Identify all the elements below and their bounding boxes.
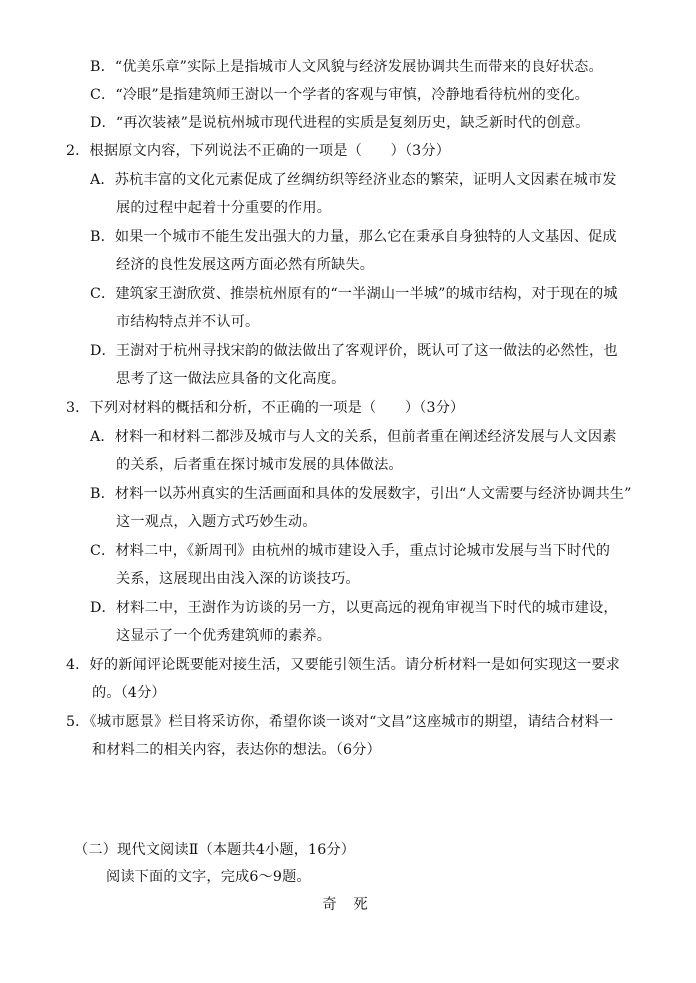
q2-stem: 2．根据原文内容，下列说法不正确的一项是（ ）（3分） bbox=[66, 143, 451, 159]
q3-stem: 3．下列对材料的概括和分析，不正确的一项是（ ）（3分） bbox=[66, 400, 465, 416]
story-title: 奇 死 bbox=[322, 897, 374, 913]
q3-option-d-line2: 这显示了一个优秀建筑师的素养。 bbox=[116, 628, 332, 644]
q5-line2: 和材料二的相关内容，表达你的想法。（6分） bbox=[92, 742, 381, 758]
q2-option-c-line1: C．建筑家王澍欣赏、推崇杭州原有的“一半湖山一半城”的城市结构，对于现在的城 bbox=[90, 286, 618, 302]
q2-option-d-line2: 思考了这一做法应具备的文化高度。 bbox=[116, 371, 346, 387]
q3-option-b-line2: 这一观点，入题方式巧妙生动。 bbox=[116, 514, 317, 530]
q2-option-d-line1: D．王澍对于杭州寻找宋韵的做法做出了客观评价，既认可了这一做法的必然性，也 bbox=[90, 343, 618, 359]
q5-line1: 5．《城市愿景》栏目将采访你，希望你谈一谈对“文昌”这座城市的期望，请结合材料一 bbox=[66, 714, 614, 730]
q3-option-a-line1: A．材料一和材料二都涉及城市与人文的关系，但前者重在阐述经济发展与人文因素 bbox=[90, 429, 617, 445]
section-instruction: 阅读下面的文字，完成6～9题。 bbox=[106, 869, 311, 885]
q2-option-a-line1: A．苏杭丰富的文化元素促成了丝绸纺织等经济业态的繁荣，证明人文因素在城市发 bbox=[90, 172, 617, 188]
q4-line1: 4．好的新闻评论既要能对接生活，又要能引领生活。请分析材料一是如何实现这一要求 bbox=[66, 657, 621, 673]
q1-option-d: D．“再次装裱”是说杭州城市现代进程的实质是复刻历史，缺乏新时代的创意。 bbox=[90, 115, 590, 131]
q3-option-b-line1: B．材料一以苏州真实的生活画面和具体的发展数字，引出“人文需要与经济协调共生” bbox=[90, 486, 632, 502]
section-heading: （二）现代文阅读Ⅱ（本题共4小题，16分） bbox=[74, 842, 356, 858]
q2-option-a-line2: 展的过程中起着十分重要的作用。 bbox=[116, 200, 332, 216]
q3-option-c-line1: C．材料二中，《新周刊》由杭州的城市建设入手，重点讨论城市发展与当下时代的 bbox=[90, 543, 611, 559]
q1-option-b: B．“优美乐章”实际上是指城市人文风貌与经济发展协调共生而带来的良好状态。 bbox=[90, 59, 603, 75]
q4-line2: 的。（4分） bbox=[92, 685, 166, 701]
q3-option-a-line2: 的关系，后者重在探讨城市发展的具体做法。 bbox=[116, 457, 403, 473]
q2-option-b-line1: B．如果一个城市不能生发出强大的力量，那么它在秉承自身独特的人文基因、促成 bbox=[90, 229, 617, 245]
q3-option-c-line2: 关系，这展现出由浅入深的访谈技巧。 bbox=[116, 571, 360, 587]
q2-option-b-line2: 经济的良性发展这两方面必然有所缺失。 bbox=[116, 257, 375, 273]
q1-option-c: C．“冷眼”是指建筑师王澍以一个学者的客观与审慎，冷静地看待杭州的变化。 bbox=[90, 87, 589, 103]
q2-option-c-line2: 市结构特点并不认可。 bbox=[116, 314, 260, 330]
q3-option-d-line1: D．材料二中，王澍作为访谈的另一方，以更高远的视角审视当下时代的城市建设， bbox=[90, 600, 618, 616]
